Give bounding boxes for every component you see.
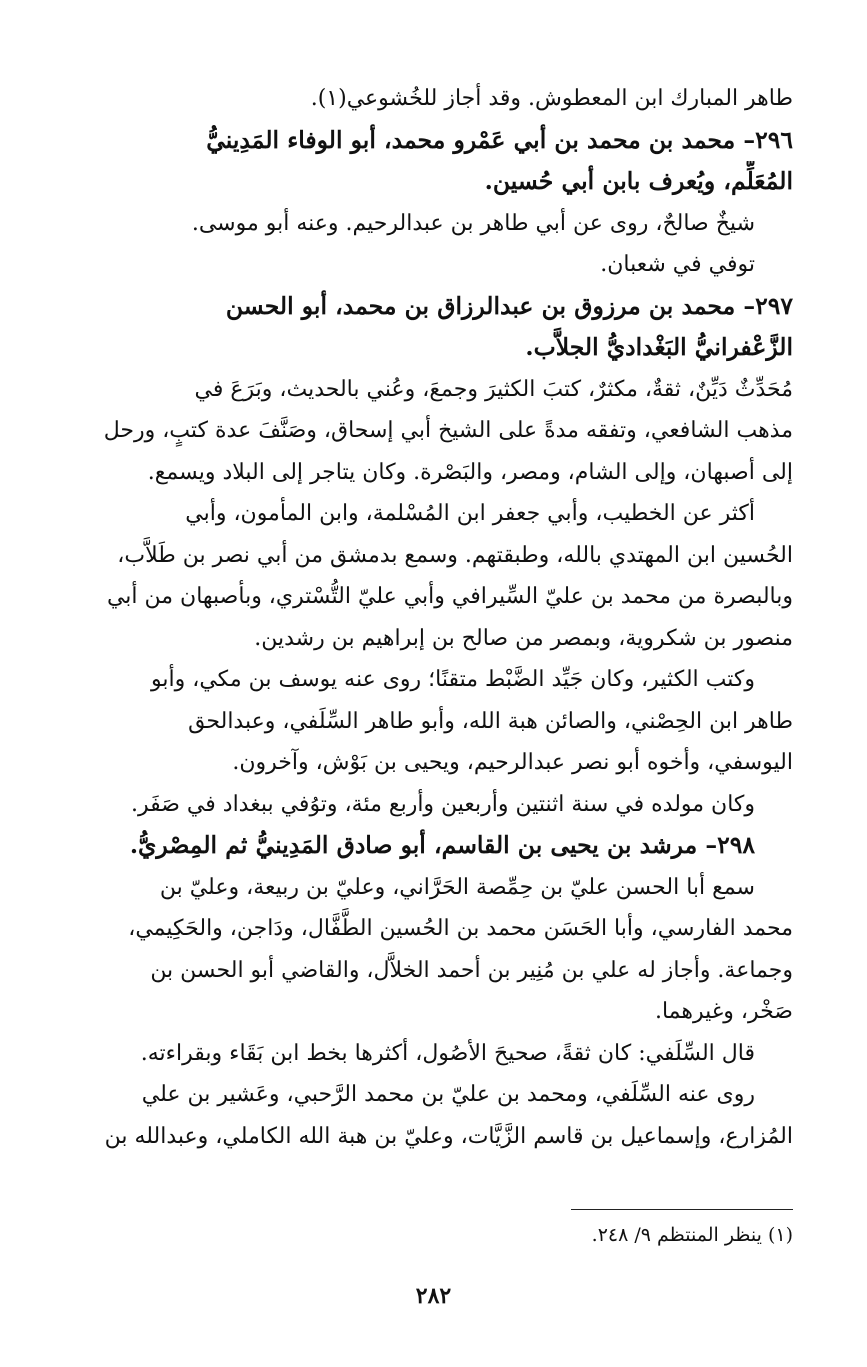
text-line: إلى أصبهان، وإلى الشام، ومصر، والبَصْرة. وكان يتاجر إلى البلاد ويسمع. — [147, 459, 793, 485]
text-line: صَخْر، وغيرهما. — [654, 999, 793, 1024]
footnote-divider — [571, 1209, 793, 1210]
text-line: وجماعة. وأجاز له علي بن مُنِير بن أحمد الخلاَّل، والقاضي أبو الحسن بن — [150, 957, 793, 983]
entry-heading: ٢٩٨– مرشد بن يحيى بن القاسم، أبو صادق المَدِينيُّ ثم المِصْريُّ. — [129, 831, 755, 859]
entry-heading: المُعَلِّم، ويُعرف بابن أبي حُسين. — [484, 167, 793, 195]
text-line: روى عنه السِّلَفي، ومحمد بن عليّ بن محمد الرَّحبي، وعَشير بن علي — [141, 1082, 755, 1107]
text-line: الحُسين ابن المهتدي بالله، وطبقتهم. وسمع بدمشق من أبي نصر بن طَلاَّب، — [117, 542, 793, 568]
text-line: وبالبصرة من محمد بن عليّ السِّيرافي وأبي عليّ التُّسْتري، وبأصبهان من أبي — [106, 584, 793, 609]
text-line: محمد الفارسي، وأبا الحَسَن محمد بن الحُسين الطَّفَّال، ودَاجن، والحَكِيمي، — [128, 916, 793, 941]
text-line: شيخٌ صالحٌ، روى عن أبي طاهر بن عبدالرحيم. وعنه أبو موسى. — [191, 210, 755, 236]
text-line: أكثر عن الخطيب، وأبي جعفر ابن المُسْلمة، وابن المأمون، وأبي — [185, 501, 755, 526]
page-number: ٢٨٢ — [415, 1283, 452, 1309]
entry-heading: ٢٩٧– محمد بن مرزوق بن عبدالرزاق بن محمد، أبو الحسن — [225, 291, 793, 320]
text-line: المُزارع، وإسماعيل بن قاسم الزَّيَّات، وعليّ بن هبة الله الكاملي، وعبدالله بن — [104, 1123, 793, 1149]
entry-heading: الزَّعْفرانيُّ البَغْداديُّ الجلاَّب. — [525, 333, 793, 361]
text-line: وكتب الكثير، وكان جَيِّد الضَّبْط متقنًا؛ روى عنه يوسف بن مكي، وأبو — [151, 667, 755, 692]
text-line: مذهب الشافعي، وتفقه مدةً على الشيخ أبي إسحاق، وصَنَّفَ عدة كتبٍ، ورحل — [103, 418, 793, 443]
text-line: وكان مولده في سنة اثنتين وأربعين وأربع مئة، وتوُفي ببغداد في صَفَر. — [130, 791, 755, 817]
page-body — [48, 78, 793, 1157]
text-line: طاهر ابن الحِصْني، والصائن هبة الله، وأبو طاهر السِّلَفي، وعبدالحق — [188, 708, 793, 734]
text-line: سمع أبا الحسن عليّ بن حِمِّصة الحَرَّاني، وعليّ بن ربيعة، وعليّ بن — [159, 874, 755, 900]
text-line: مُحَدِّثٌ دَيِّنٌ، ثقةٌ، مكثرٌ، كتبَ الكثيرَ وجمعَ، وعُني بالحديث، وبَرَعَ في — [194, 376, 793, 402]
text-line: قال السِّلَفي: كان ثقةً، صحيحَ الأصُول، أكثرها بخط ابن بَقَاء وبقراءته. — [140, 1040, 755, 1066]
text-line: توفي في شعبان. — [600, 252, 755, 277]
text-line: منصور بن شكروية، وبمصر من صالح بن إبراهيم بن رشدين. — [254, 625, 793, 651]
footnote: (١) ينظر المنتظم ٩/ ٢٤٨. — [591, 1224, 793, 1246]
text-line: طاهر المبارك ابن المعطوش. وقد أجاز للخُشوعي(١). — [310, 86, 793, 111]
text-line: اليوسفي، وأخوه أبو نصر عبدالرحيم، ويحيى بن بَوْش، وآخرون. — [232, 750, 793, 775]
entry-heading: ٢٩٦– محمد بن محمد بن أبي عَمْرو محمد، أبو الوفاء المَدِينيُّ — [206, 125, 793, 154]
